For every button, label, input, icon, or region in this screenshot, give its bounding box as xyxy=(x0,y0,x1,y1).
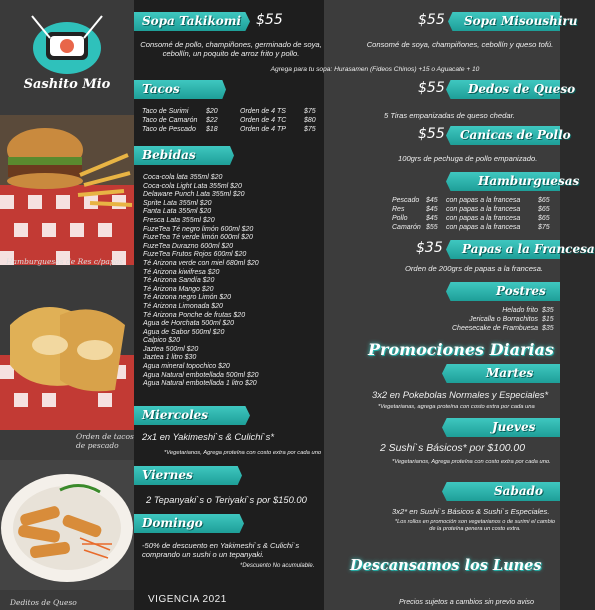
taco-row xyxy=(142,126,316,133)
bebida-item: Fresca Lata 355ml $20 xyxy=(143,216,215,224)
bebida-item: Té Arizona verde con miel 680ml $20 xyxy=(143,259,259,267)
hamburguesa-row xyxy=(392,206,550,213)
dedos-desc: 5 Tiras empanizadas de queso chedar. xyxy=(384,111,515,120)
tacos-caption: Orden de tacos de pescado xyxy=(76,432,134,450)
bebida-item: Agua Natural embotellada 1 litro $20 xyxy=(143,380,257,388)
martes-title: Martes xyxy=(486,366,534,380)
miercoles-note: *Vegetarianos, Agrega proteína con costo extra por cada uno xyxy=(164,450,322,456)
postre-price: $15 xyxy=(542,316,554,323)
fish-tacos-photo xyxy=(0,285,134,430)
hamburguesa-con: con papas a la francesa xyxy=(446,224,521,231)
sabado-title: Sabado xyxy=(494,484,544,498)
postre-name: Helado frito xyxy=(502,307,538,314)
postre-row xyxy=(448,316,554,323)
taco-name: Taco de Surimi xyxy=(142,108,189,115)
bebida-item: Té Arizona Limonada $20 xyxy=(143,302,223,310)
taco-orden-price: $75 xyxy=(304,108,316,115)
precios-note: Precios sujetos a cambios sin previo aviso xyxy=(399,597,535,606)
logo-text: Sashito Mio xyxy=(23,77,111,92)
postres-title: Postres xyxy=(496,284,546,298)
bebida-item: FuzeTea Frutos Rojos 600ml $20 xyxy=(143,251,247,259)
martes-desc: 3x2 en Pokebolas Normales y Especiales* xyxy=(372,389,549,400)
sopa-misoushiru-desc: Consomé de soya, champiñones, cebollín y queso tofú. xyxy=(366,40,554,49)
jueves-title: Jueves xyxy=(492,420,536,434)
sabado-note: *Los rollos en promoción son vegetarianos o de surimi el cambio de la proteína genera un costo extra. xyxy=(394,519,556,532)
sopa-takikomi-desc: Consomé de pollo, champiñones, germinado de soya, cebollín, un poquito de arroz frito y pollo. xyxy=(140,40,322,59)
sopa-misoushiru-price: $55 xyxy=(418,12,445,28)
bebida-item: Jaztea 1 litro $30 xyxy=(143,354,197,362)
taco-name: Taco de Pescado xyxy=(142,126,196,133)
bebidas-list xyxy=(143,174,259,389)
bebidas-title: Bebidas xyxy=(142,148,196,162)
promociones-heading: Promociones Diarias xyxy=(368,340,554,359)
hamburguesa-con-price: $75 xyxy=(538,224,550,231)
cheese-sticks-photo xyxy=(0,460,134,590)
bebida-item: Coca-cola lata 355ml $20 xyxy=(143,174,223,181)
postre-name: Cheesecake de Frambuesa xyxy=(452,325,538,332)
postre-row xyxy=(440,325,554,332)
hamburguesas-title: Hamburguesas xyxy=(478,174,580,188)
postre-name: Jericalla o Borrachitos xyxy=(469,316,538,323)
hamburguesa-name: Camarón xyxy=(392,224,421,231)
taco-orden: Orden de 4 TS xyxy=(240,108,286,115)
papas-title: Papas a la Francesa xyxy=(462,242,595,256)
hamburguesa-price: $55 xyxy=(426,224,438,231)
descansamos-lunes: Descansamos los Lunes xyxy=(350,557,542,574)
taco-price: $20 xyxy=(206,108,218,115)
sabado-desc: 3x2* en Sushi`s Básicos & Sushi`s Especiales. xyxy=(392,507,550,516)
bebida-item: Té Arizona negro Limón $20 xyxy=(143,294,232,302)
bebida-item: FuzeTea Té verde limón 600ml $20 xyxy=(143,234,253,242)
bebida-item: Té Arizona Ponche de frutas $20 xyxy=(143,311,246,319)
hamburguesa-con: con papas a la francesa xyxy=(446,206,521,213)
burger-caption: Hamburguesas de Res c/papas xyxy=(6,257,124,266)
hamburguesa-con-price: $65 xyxy=(538,197,550,204)
taco-row xyxy=(142,108,316,115)
hamburguesa-row xyxy=(392,215,550,222)
canicas-desc: 100grs de pechuga de pollo empanizado. xyxy=(398,154,538,163)
bebida-item: FuzeTea Durazno 600ml $20 xyxy=(143,242,234,250)
taco-orden: Orden de 4 TP xyxy=(240,126,286,133)
dedos-title: Dedos de Queso xyxy=(468,82,576,96)
tacos-title: Tacos xyxy=(142,82,180,96)
bebida-item: Té Arizona Mango $20 xyxy=(143,285,214,293)
bebida-item: Fanta Lata 355ml $20 xyxy=(143,208,212,216)
taco-orden-price: $80 xyxy=(304,117,316,124)
postre-row xyxy=(460,307,554,314)
hamburguesa-price: $45 xyxy=(426,197,438,204)
bebida-item: Agua de Horchata 500ml $20 xyxy=(143,320,235,328)
hamburguesa-row xyxy=(392,197,550,204)
martes-note: *Vegetarianas, agrega proteína con costo extra por cada una xyxy=(378,404,535,410)
burger-photo xyxy=(0,115,134,265)
hamburguesa-row xyxy=(392,224,550,231)
postre-price: $35 xyxy=(542,325,554,332)
hamburguesa-price: $45 xyxy=(426,215,438,222)
bebida-item: Agua mineral topochico $20 xyxy=(143,363,230,371)
domingo-title: Domingo xyxy=(142,516,203,530)
bebida-item: Delaware Punch Lata 355ml $20 xyxy=(143,191,245,199)
domingo-note: *Descuento No acumulable. xyxy=(240,563,315,569)
hamburguesa-name: Res xyxy=(392,206,405,213)
domingo-desc: -50% de descuento en Yakimeshi`s & Culichi`s comprando un sushi o un tepanyaki. xyxy=(142,541,300,560)
postre-price: $35 xyxy=(542,307,554,314)
bebida-item: Jaztea 500ml $20 xyxy=(143,345,199,353)
hamburguesa-con: con papas a la francesa xyxy=(446,215,521,222)
hamburguesa-name: Pollo xyxy=(392,215,408,222)
hamburguesa-price: $45 xyxy=(426,206,438,213)
bebida-item: Té Arizona Sandía $20 xyxy=(143,277,215,285)
bebida-item: Té Arizona kiwifresa $20 xyxy=(143,268,220,276)
bebida-item: Calpico $20 xyxy=(143,337,180,345)
viernes-desc: 2 Tepanyaki`s o Teriyaki`s por $150.00 xyxy=(146,494,307,505)
papas-desc: Orden de 200grs de papas a la francesa. xyxy=(405,264,544,273)
vigencia: VIGENCIA 2021 xyxy=(148,594,227,605)
hamburguesa-name: Pescado xyxy=(392,197,420,204)
taco-orden: Orden de 4 TC xyxy=(240,117,287,124)
miercoles-title: Miercoles xyxy=(142,408,209,422)
deditos-caption: Deditos de Queso xyxy=(10,598,77,607)
bebida-item: Agua de Sabor 500ml $20 xyxy=(143,328,225,336)
hamburguesa-con: con papas a la francesa xyxy=(446,197,521,204)
sashito-mio-logo xyxy=(12,10,122,95)
sopa-takikomi-price: $55 xyxy=(256,12,283,28)
dedos-price: $55 xyxy=(418,80,445,96)
bebida-item: Agua Natural embotellada 500ml $20 xyxy=(143,371,259,379)
canicas-price: $55 xyxy=(418,126,445,142)
viernes-title: Viernes xyxy=(142,468,193,482)
sopa-extras-note: Agrega para tu sopa: Hurasamen (Fideos Chinos) +15 o Aguacate + 10 xyxy=(270,66,480,73)
hamburguesa-con-price: $65 xyxy=(538,206,550,213)
taco-price: $18 xyxy=(206,126,218,133)
papas-price: $35 xyxy=(416,240,443,256)
taco-orden-price: $75 xyxy=(304,126,316,133)
jueves-note: *Vegetarianos, Agrega proteína con costo extra por cada uno. xyxy=(392,459,551,465)
taco-name: Taco de Camarón xyxy=(142,117,198,124)
miercoles-desc: 2x1 en Yakimeshi`s & Culichi`s* xyxy=(142,431,274,442)
bebida-item: Sprite Lata 355ml $20 xyxy=(143,199,212,207)
taco-price: $22 xyxy=(206,117,218,124)
left-photo-column xyxy=(0,0,134,610)
jueves-desc: 2 Sushi`s Básicos* por $100.00 xyxy=(380,443,525,454)
taco-row xyxy=(142,117,316,124)
sopa-misoushiru-title: Sopa Misoushiru xyxy=(464,14,578,28)
bebida-item: FuzeTea Té negro limón 600ml $20 xyxy=(143,225,254,233)
hamburguesa-con-price: $65 xyxy=(538,215,550,222)
sopa-takikomi-title: Sopa Takikomi xyxy=(142,14,242,28)
canicas-title: Canicas de Pollo xyxy=(460,128,571,142)
bebida-item: Coca-cola Light Lata 355ml $20 xyxy=(143,182,242,190)
